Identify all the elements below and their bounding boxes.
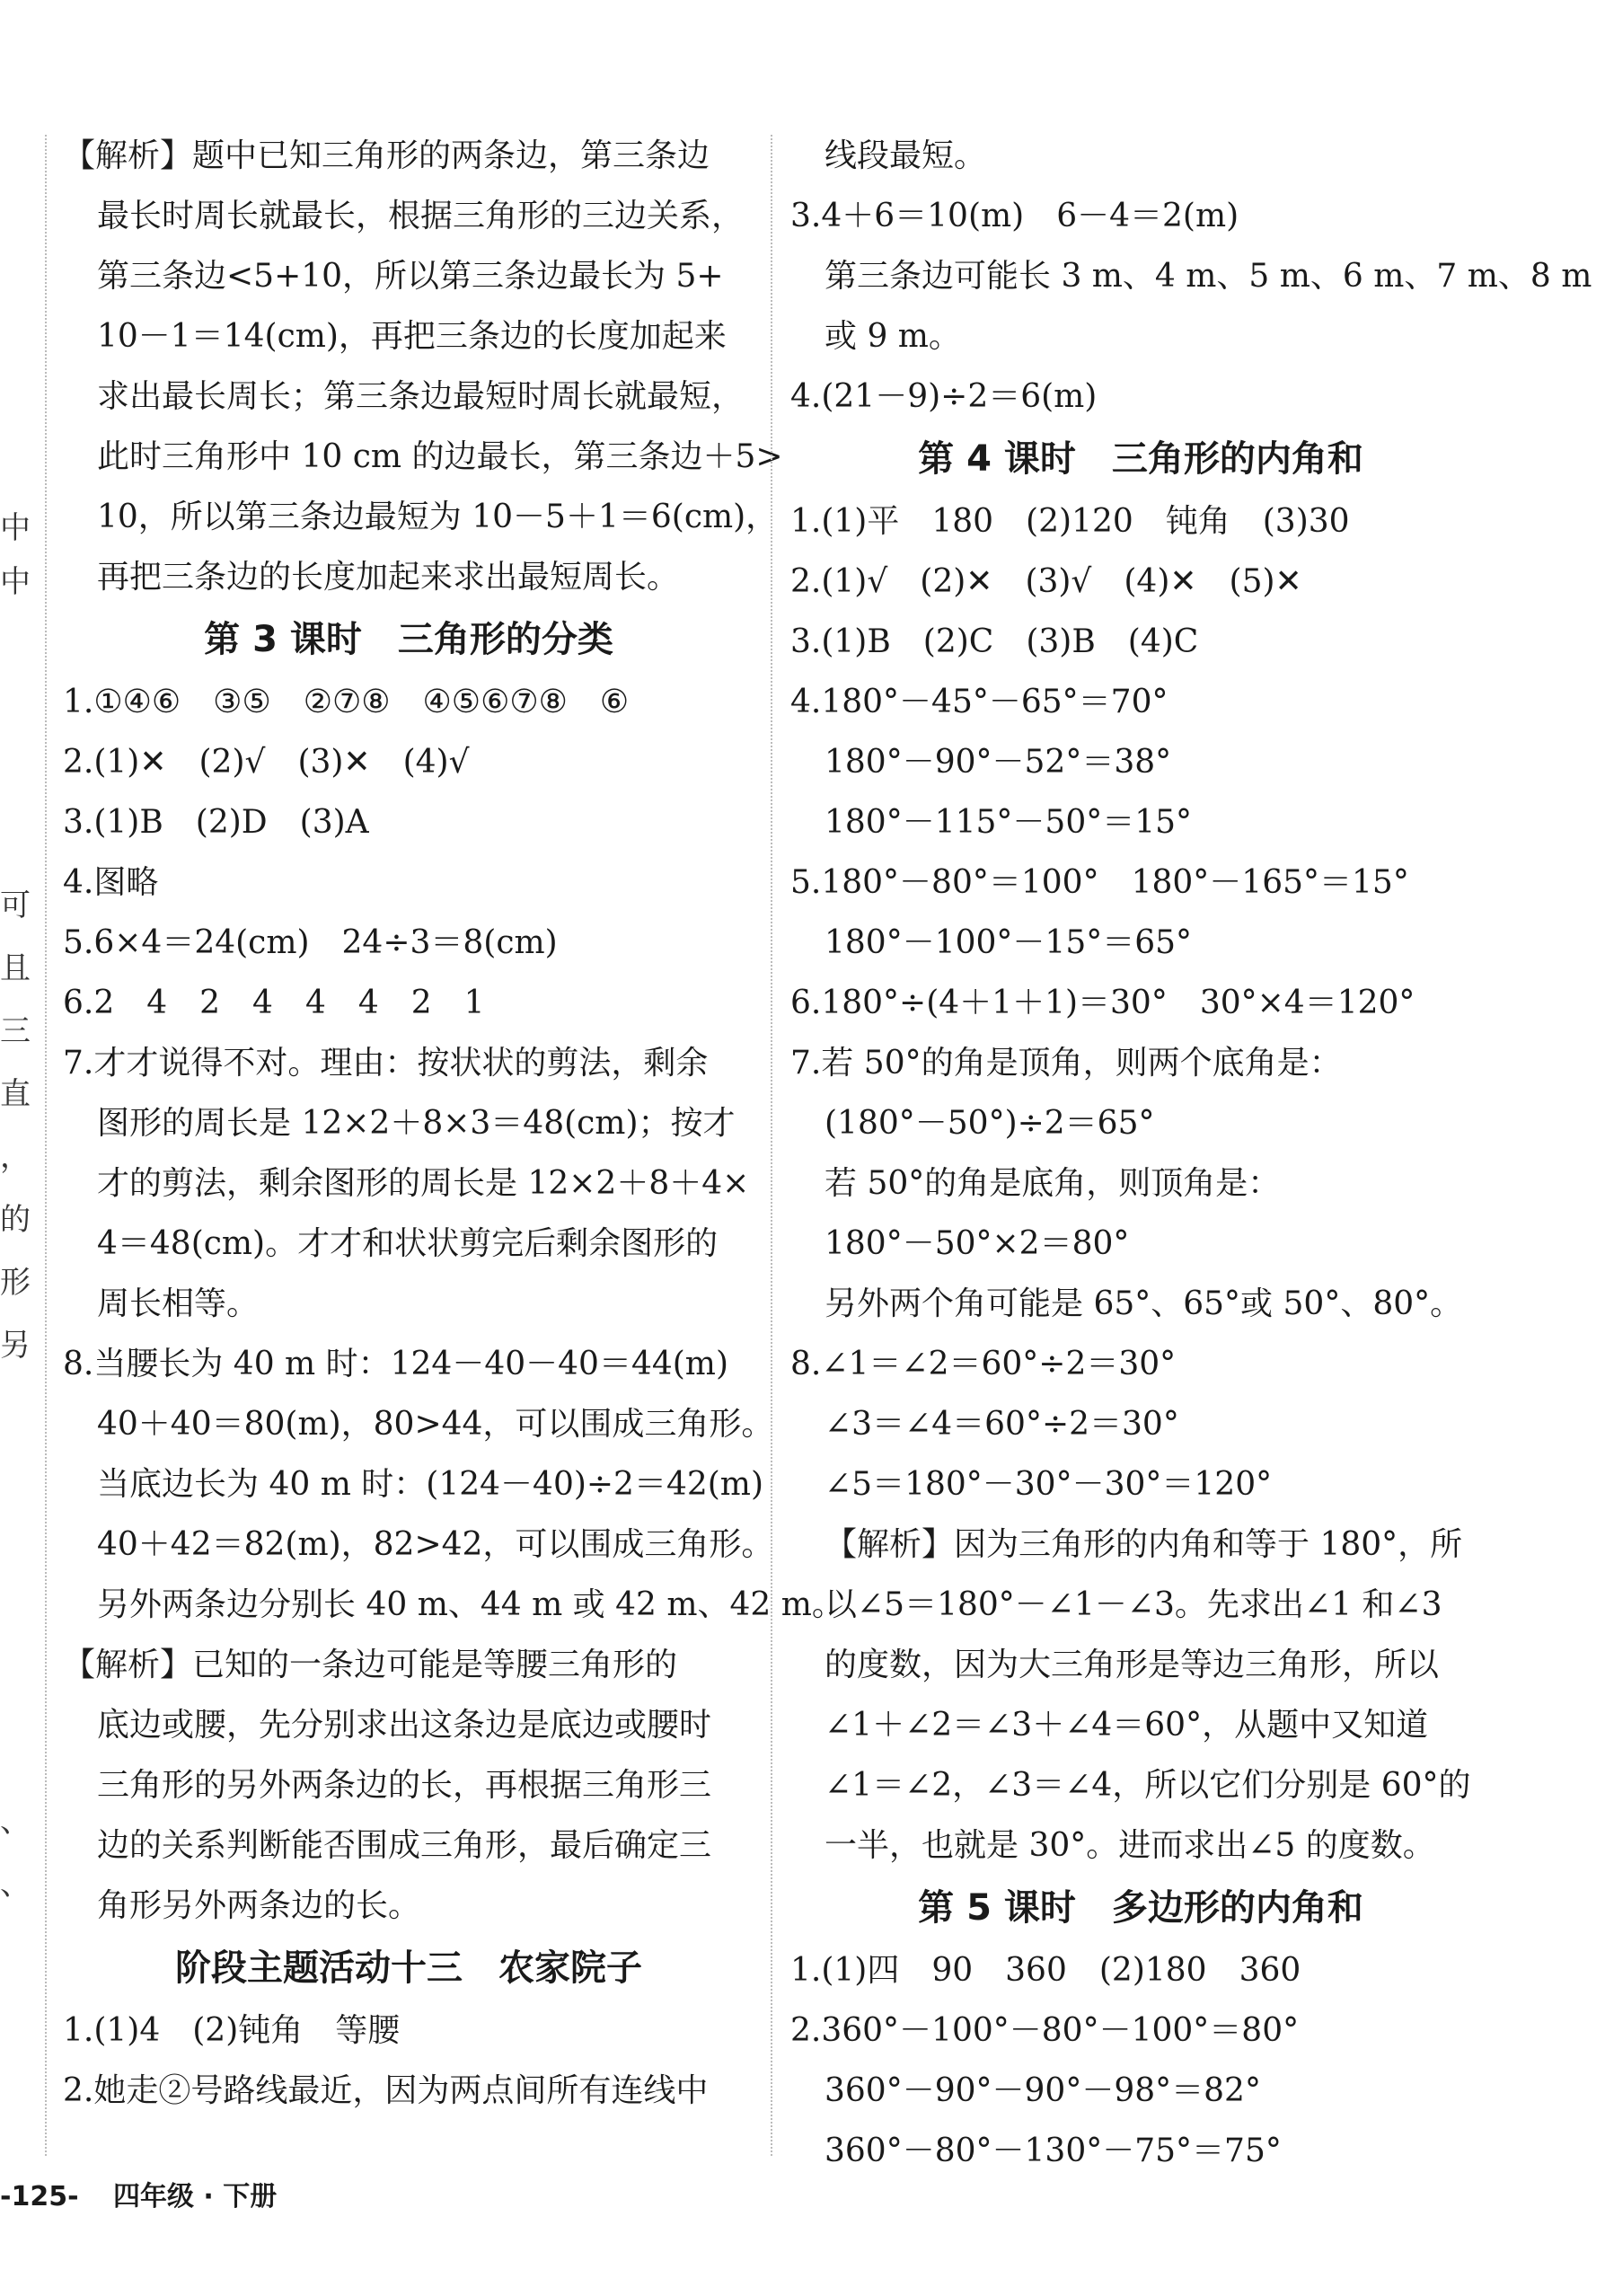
answer-line: 4.(21－9)÷2＝6(m) <box>790 378 1098 415</box>
answer-line: 360°－90°－90°－98°＝82° <box>825 2072 1261 2109</box>
answer-line: 6.180°÷(4＋1＋1)＝30° 30°×4＝120° <box>790 985 1415 1021</box>
answer-line: ∠1＝∠2，∠3＝∠4，所以它们分别是 60°的 <box>825 1767 1471 1804</box>
answer-line: (180°－50°)÷2＝65° <box>825 1105 1155 1142</box>
page-number: -125- <box>0 2181 79 2212</box>
answer-line: 6.2 4 2 4 4 4 2 1 <box>63 985 485 1021</box>
edge-char: ， <box>0 1139 31 1175</box>
answer-line: 边的关系判断能否围成三角形，最后确定三 <box>97 1827 712 1864</box>
answer-line: 或 9 m。 <box>825 318 961 355</box>
answer-line: 另外两条边分别长 40 m、44 m 或 42 m、42 m。 <box>97 1586 844 1623</box>
right-column <box>790 126 1592 2181</box>
answer-line: 底边或腰，先分别求出这条边是底边或腰时 <box>97 1707 712 1744</box>
answer-line: 三角形的另外两条边的长，再根据三角形三 <box>97 1767 712 1804</box>
answer-line: 当底边长为 40 m 时：(124－40)÷2＝42(m) <box>97 1466 763 1503</box>
answer-line: 3.(1)B (2)D (3)A <box>63 804 369 841</box>
answer-line: 180°－90°－52°＝38° <box>825 744 1172 781</box>
edge-char: 、 <box>0 1804 31 1840</box>
answer-line: 2.(1)√ (2)✕ (3)√ (4)✕ (5)✕ <box>790 563 1302 600</box>
answer-line: 求出最长周长；第三条边最短时周长就最短， <box>97 378 745 415</box>
answer-line: ∠3＝∠4＝60°÷2＝30° <box>825 1406 1179 1443</box>
answer-line: 10－1＝14(cm)，再把三条边的长度加起来 <box>97 318 727 355</box>
answer-line: 40＋40＝80(m)，80>44，可以围成三角形。 <box>97 1406 774 1443</box>
answer-line: 另外两个角可能是 65°、65°或 50°、80°。 <box>825 1285 1463 1322</box>
answer-line: 1.(1)平 180 (2)120 钝角 (3)30 <box>790 503 1350 540</box>
answer-line: 1.(1)四 90 360 (2)180 360 <box>790 1952 1301 1989</box>
answer-line: 一半，也就是 30°。进而求出∠5 的度数。 <box>825 1827 1435 1864</box>
answer-line: 7.才才说得不对。理由：按状状的剪法，剩余 <box>63 1045 709 1082</box>
answer-line: 的度数，因为大三角形是等边三角形，所以 <box>825 1647 1440 1683</box>
answer-line: ∠5＝180°－30°－30°＝120° <box>825 1466 1273 1503</box>
answer-line: 5.180°－80°＝100° 180°－165°＝15° <box>790 864 1409 901</box>
answer-line: 1.①④⑥ ③⑤ ②⑦⑧ ④⑤⑥⑦⑧ ⑥ <box>63 684 630 720</box>
answer-line: 7.若 50°的角是顶角，则两个底角是： <box>790 1045 1342 1082</box>
answer-line: 再把三条边的长度加起来求出最短周长。 <box>97 559 680 596</box>
answer-line: 4.图略 <box>63 864 159 901</box>
edge-char: 可 <box>0 887 31 923</box>
answer-line: 才的剪法，剩余图形的周长是 12×2＋8＋4× <box>97 1165 750 1202</box>
section-heading: 第 5 课时 多边形的内角和 <box>918 1887 1363 1929</box>
answer-line: 角形另外两条边的长。 <box>97 1887 421 1924</box>
answer-line: 第三条边可能长 3 m、4 m、5 m、6 m、7 m、8 m <box>825 258 1592 295</box>
left-column <box>63 126 844 2121</box>
section-heading: 第 3 课时 三角形的分类 <box>204 619 613 660</box>
edge-char: 直 <box>0 1076 31 1112</box>
edge-strip <box>0 503 32 2030</box>
answer-line: 8.∠1＝∠2＝60°÷2＝30° <box>790 1346 1177 1382</box>
answer-line: 5.6×4＝24(cm) 24÷3＝8(cm) <box>63 924 558 961</box>
answer-line: 【解析】题中已知三角形的两条边，第三条边 <box>63 137 710 174</box>
edge-char: 中 <box>0 564 31 600</box>
answer-line: 8.当腰长为 40 m 时：124－40－40＝44(m) <box>63 1346 728 1382</box>
answer-line: 2.她走②号路线最近，因为两点间所有连线中 <box>63 2072 709 2109</box>
section-heading: 第 4 课时 三角形的内角和 <box>918 438 1363 480</box>
answer-line: 2.(1)✕ (2)√ (3)✕ (4)√ <box>63 744 470 781</box>
answer-line: 第三条边<5+10，所以第三条边最长为 5+ <box>97 258 724 295</box>
left-rule <box>45 135 47 2156</box>
answer-line: 此时三角形中 10 cm 的边最长，第三条边＋5> <box>97 438 783 475</box>
answer-line: 360°－80°－130°－75°＝75° <box>825 2133 1282 2169</box>
edge-char: 、 <box>0 1867 31 1903</box>
answer-line: 图形的周长是 12×2＋8×3＝48(cm)；按才 <box>97 1105 736 1142</box>
answer-line: 4.180°－45°－65°＝70° <box>790 684 1168 720</box>
answer-line: 180°－50°×2＝80° <box>825 1225 1130 1262</box>
answer-line: 最长时周长就最长，根据三角形的三边关系， <box>97 198 745 234</box>
edge-char: 中 <box>0 510 31 546</box>
grade-label: 四年级 · 下册 <box>112 2181 278 2212</box>
answer-line: 3.4＋6＝10(m) 6－4＝2(m) <box>790 198 1239 234</box>
answer-line: 40＋42＝82(m)，82>42，可以围成三角形。 <box>97 1526 774 1563</box>
answer-line: 2.360°－100°－80°－100°＝80° <box>790 2012 1300 2049</box>
edge-char: 且 <box>0 950 31 986</box>
column-divider <box>771 135 772 2156</box>
answer-line: 180°－100°－15°＝65° <box>825 924 1193 961</box>
answer-line: 【解析】因为三角形的内角和等于 180°，所 <box>825 1526 1463 1563</box>
page-footer <box>0 2174 277 2213</box>
answer-line: 10，所以第三条边最短为 10－5＋1＝6(cm)， <box>97 499 779 535</box>
edge-char: 三 <box>0 1013 31 1049</box>
answer-line: 180°－115°－50°＝15° <box>825 804 1193 841</box>
edge-char: 另 <box>0 1328 31 1364</box>
answer-line: 4＝48(cm)。才才和状状剪完后剩余图形的 <box>97 1225 719 1262</box>
edge-char: 的 <box>0 1202 31 1238</box>
answer-line: 【解析】已知的一条边可能是等腰三角形的 <box>63 1647 678 1683</box>
answer-line: 线段最短。 <box>825 137 987 174</box>
answer-line: 以∠5＝180°－∠1－∠3。先求出∠1 和∠3 <box>825 1586 1442 1623</box>
answer-line: 若 50°的角是底角，则顶角是： <box>825 1165 1281 1202</box>
answer-line: ∠1＋∠2＝∠3＋∠4＝60°，从题中又知道 <box>825 1707 1429 1744</box>
answer-line: 3.(1)B (2)C (3)B (4)C <box>790 623 1199 660</box>
edge-char: 形 <box>0 1265 31 1301</box>
section-heading: 阶段主题活动十三 农家院子 <box>175 1947 642 1989</box>
answer-line: 1.(1)4 (2)钝角 等腰 <box>63 2012 401 2049</box>
answer-line: 周长相等。 <box>97 1285 260 1322</box>
